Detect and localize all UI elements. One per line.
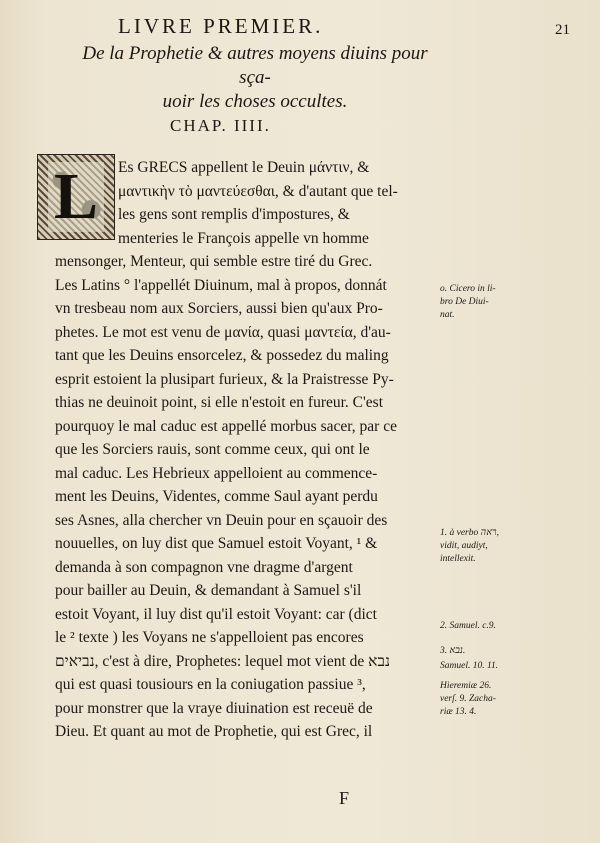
running-head: LIVRE PREMIER. xyxy=(118,14,324,38)
body-line: estoit Voyant, il luy dist qu'il estoit Voyant: car (dict xyxy=(55,605,377,623)
margin-note: 1. à verbo ראה, xyxy=(440,528,499,538)
body-line: les gens sont remplis d'impostures, & xyxy=(118,206,350,223)
margin-note: Samuel. 10. 11. xyxy=(440,661,499,671)
chapter-title-line-1: De la Prophetie & autres moyens diuins pour sça- xyxy=(82,43,428,88)
body-line: Dieu. Et quant au mot de Prophetie, qui est Grec, il xyxy=(55,723,373,740)
page-number: 21 xyxy=(555,22,570,38)
margin-note: vidit, audiyt, xyxy=(440,541,488,551)
body-line: נביאים, c'est à dire, Prophetes: lequel mot vient de נבא xyxy=(55,652,390,670)
body-line: Les Latins ° l'appellét Diuinum, mal à propos, donnát xyxy=(55,276,387,294)
margin-note: intellexit. xyxy=(440,554,476,564)
body-line: demanda à son compagnon vne dragme d'argent xyxy=(55,558,353,576)
margin-note: 2. Samuel. c.9. xyxy=(440,621,496,631)
margin-note: Hieremiæ 26. xyxy=(440,681,492,691)
chapter-title xyxy=(80,42,430,114)
margin-note: bro De Diui- xyxy=(440,297,489,307)
body-line: vn tresbeau nom aux Sorciers, aussi bien qu'aux Pro- xyxy=(55,300,383,317)
margin-note: riæ 13. 4. xyxy=(440,707,477,717)
body-line: tant que les Deuins ensorcelez, & possedez du maling xyxy=(55,347,389,364)
signature-mark: F xyxy=(339,788,350,808)
body-line: nouuelles, on luy dist que Samuel estoit Voyant, ¹ & xyxy=(55,535,378,552)
body-line: ses Asnes, alla chercher vn Deuin pour en sçauoir des xyxy=(55,511,388,529)
body-line: le ² texte ) les Voyans ne s'appelloient pas encores xyxy=(55,629,364,646)
body-line: thias ne deuinoit point, si elle n'estoit en fureur. C'est xyxy=(55,394,384,411)
body-text xyxy=(55,156,433,744)
body-line: qui est quasi tousiours en la coniugation passiue ³, xyxy=(55,676,366,693)
body-line: esprit estoient la plusipart furieux, & la Praistresse Py- xyxy=(55,370,394,388)
body-line: menteries le François appelle vn homme xyxy=(118,229,369,247)
body-line: pourquoy le mal caduc est appellé morbus sacer, par ce xyxy=(55,417,397,435)
margin-note: 3. נבא. xyxy=(440,646,466,656)
body-line: que les Sorciers rauis, sont comme ceux, qui ont le xyxy=(55,441,370,458)
body-line: mal caduc. Les Hebrieux appelloient au commence- xyxy=(55,464,378,482)
margin-note: verſ. 9. Zacha- xyxy=(440,694,496,704)
body-line: pour monstrer que la vraye diuination est receuë de xyxy=(55,699,373,717)
body-line: Es GRECS appellent le Deuin μάντιν, & xyxy=(118,159,370,176)
initial-letter: L xyxy=(48,162,104,232)
chapter-title-line-2: uoir les choses occultes. xyxy=(162,91,348,112)
chapter-number: CHAP. IIII. xyxy=(170,116,271,135)
margin-note: nat. xyxy=(440,310,455,320)
body-line: phetes. Le mot est venu de μανία, quasi μαντεία, d'au- xyxy=(55,323,391,341)
body-line: ment les Deuins, Videntes, comme Saul ayant perdu xyxy=(55,488,378,505)
body-line: mensonger, Menteur, qui semble estre tiré du Grec. xyxy=(55,253,373,270)
margin-note: o. Cicero in li- xyxy=(440,284,496,294)
body-line: pour bailler au Deuin, & demandant à Samuel s'il xyxy=(55,582,362,599)
body-line: μαντικὴν τὸ μαντεύεσθαι, & d'autant que tel- xyxy=(118,182,398,200)
